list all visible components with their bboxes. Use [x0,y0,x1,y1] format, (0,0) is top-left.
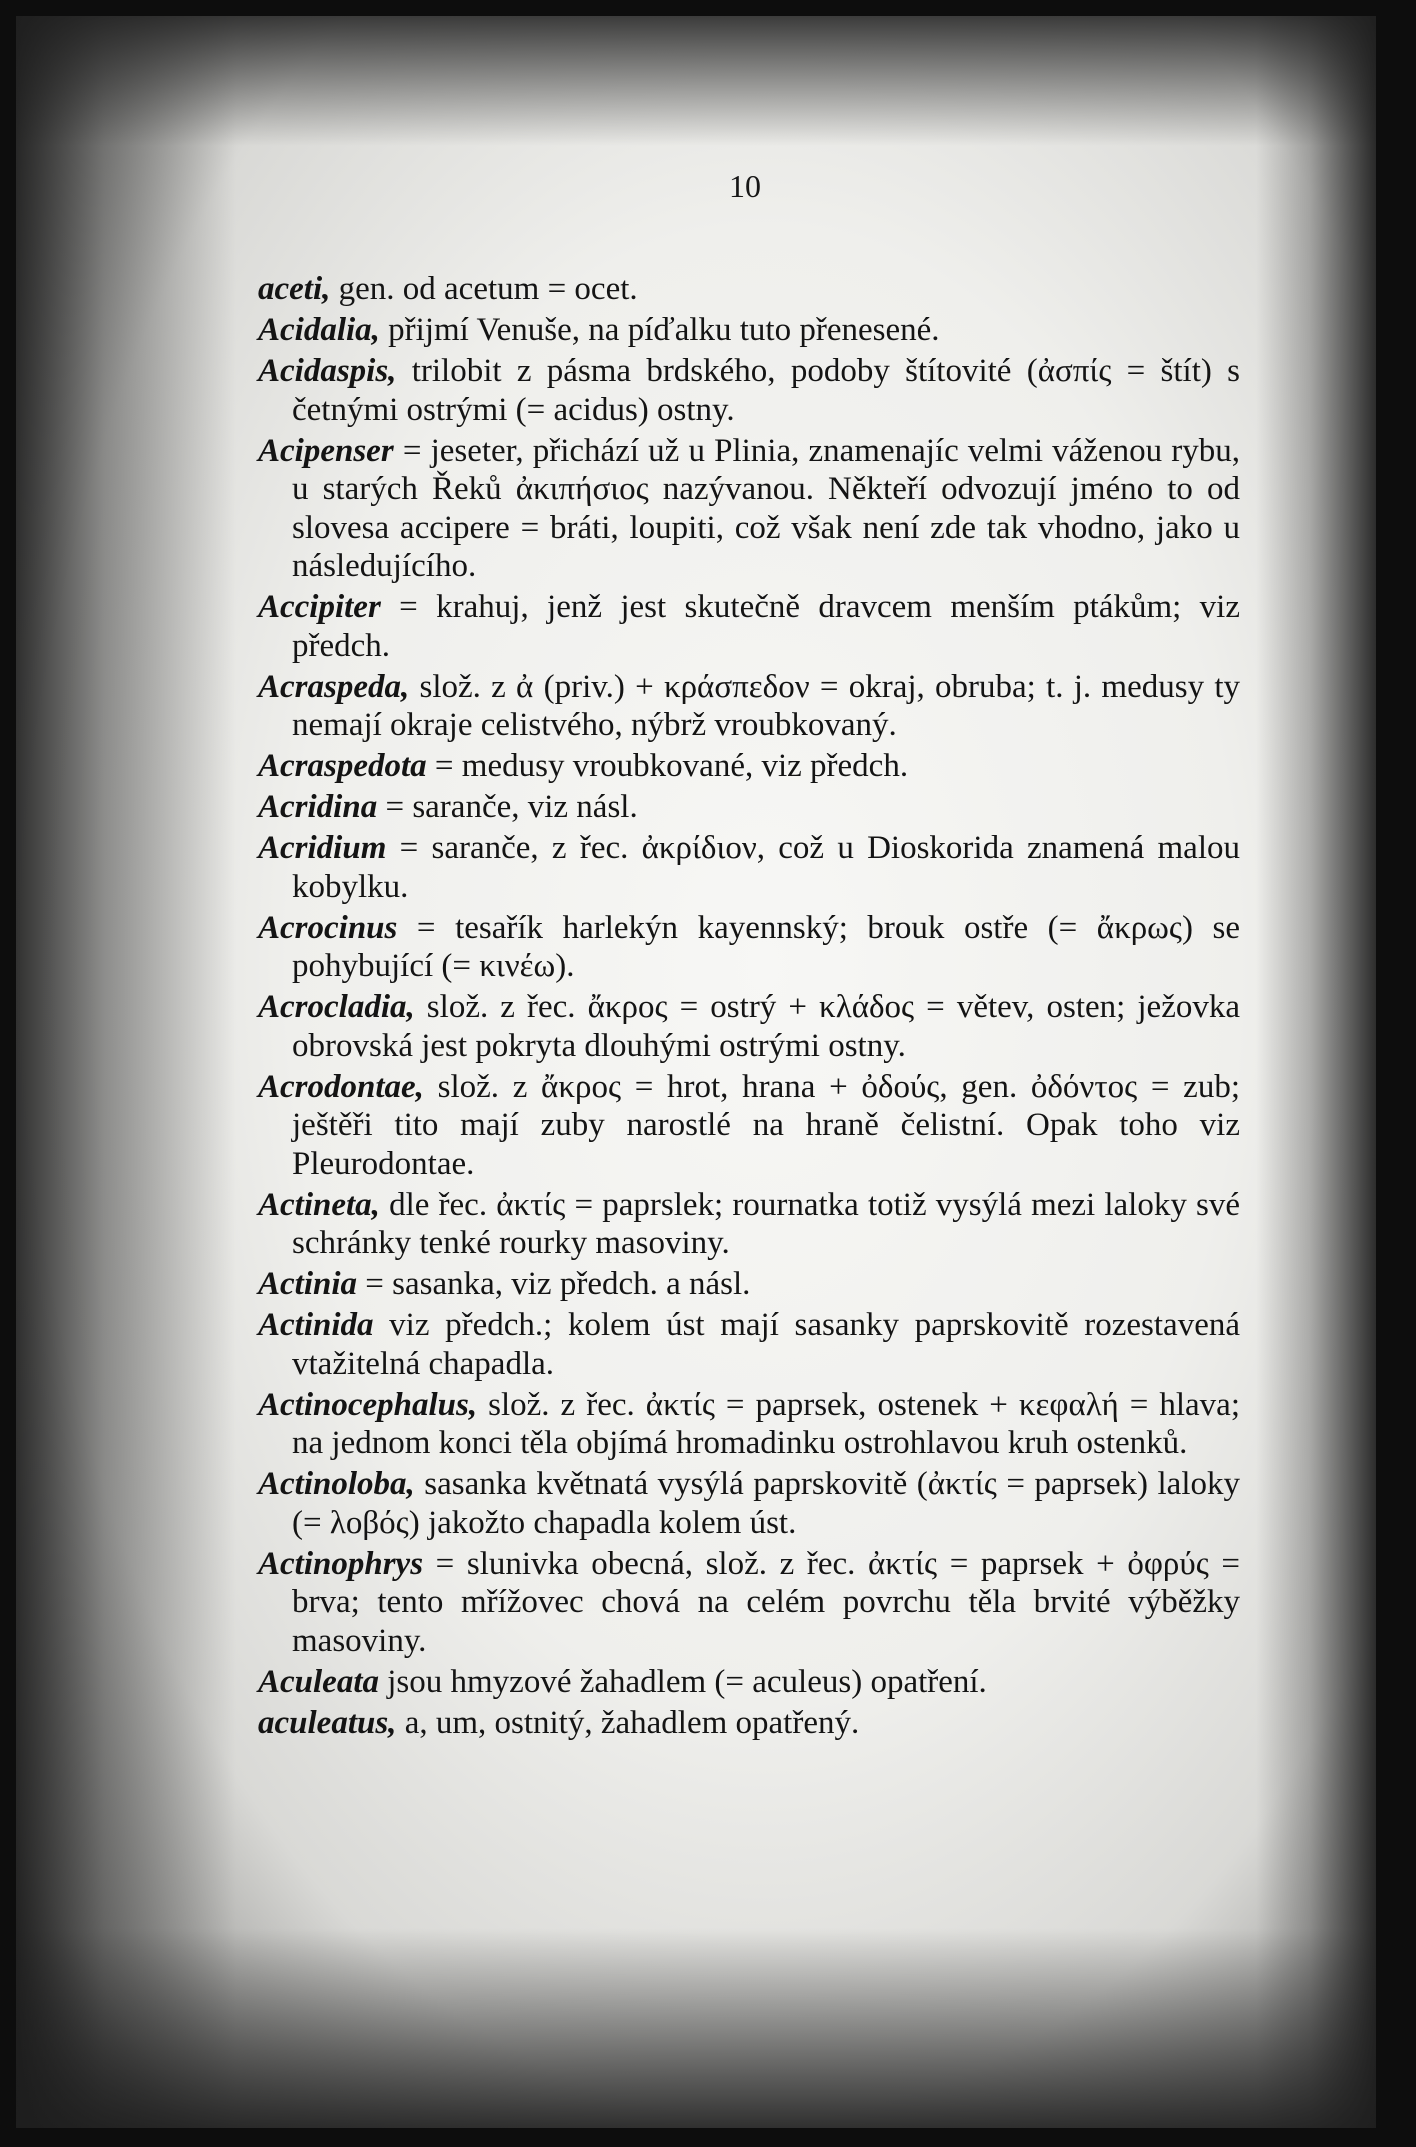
entry-text: slož. z řec. ἀκτίς = paprsek, ostenek + κεφαλή = hlava; na jednom konci těla objímá hromadinku ostrohlavou kruh ostenků. [292,1386,1240,1461]
dictionary-entry [258,1545,1240,1661]
entry-term: Acraspeda, [258,668,410,705]
entry-term: Acridina [258,789,378,825]
entry-text: = saranče, z řec. ἀκρίδιον, což u Dioskorida znamená malou kobylku. [292,830,1240,905]
entry-term: Acrodontae, [258,1068,424,1105]
dictionary-entry [258,1068,1240,1184]
entry-text: = saranče, viz násl. [377,789,638,825]
entry-term: Acrocladia, [258,989,415,1025]
dictionary-entry [258,1465,1240,1542]
entry-text: gen. od acetum = ocet. [330,271,638,307]
entry-term: Acrocinus [258,909,398,946]
dictionary-entry [258,829,1240,906]
dictionary-entry [258,352,1240,429]
page-shadow-bottom [16,1928,1376,2128]
entry-term: Acidaspis, [258,353,397,389]
entry-term: Actinida [258,1307,374,1343]
entry-text: jsou hmyzové žahadlem (= aculeus) opatření. [379,1663,987,1700]
entry-term: Actinia [258,1266,358,1302]
entry-text: slož. z řec. ἄκρος = ostrý + κλάδος = větev, osten; ježovka obrovská jest pokryta dlouhými ostrými ostny. [292,989,1240,1064]
dictionary-entry [258,270,1240,309]
dictionary-entry [258,1306,1240,1383]
dictionary-entry [258,988,1240,1065]
entry-term: aceti, [258,271,331,307]
entry-text: = tesařík harlekýn kayennský; brouk ostře (= ἄκρως) se pohybující (= κινέω). [292,909,1240,984]
dictionary-entries [258,270,1240,1745]
entry-term: Acraspedota [258,748,427,784]
page-shadow-left [16,16,236,2128]
dictionary-entry [258,788,1240,827]
page-shadow-top [16,16,1376,146]
dictionary-entry [258,1386,1240,1463]
entry-text: slož. z ἀ (priv.) + κράσπεδον = okraj, obruba; t. j. medusy ty nemají okraje celistvého, nýbrž vroubkovaný. [292,668,1240,743]
entry-term: Acipenser [258,432,394,469]
entry-text: a, um, ostnitý, žahadlem opatřený. [396,1704,860,1741]
entry-text: = slunivka obecná, slož. z řec. ἀκτίς = paprsek + ὀφρύς = brva; tento mřížovec chová na celém povrchu těla brvité výběžky masoviny. [292,1545,1240,1659]
entry-term: Actinoloba, [258,1466,415,1502]
page-shadow-right [1256,16,1376,2128]
entry-text: = medusy vroubkované, viz předch. [426,748,909,784]
entry-text: dle řec. ἀκτίς = paprslek; rournatka totiž vysýlá mezi laloky své schránky tenké rourky masoviny. [292,1186,1240,1261]
entry-term: Actinophrys [258,1545,424,1582]
dictionary-entry [258,909,1240,986]
entry-text: viz předch.; kolem úst mají sasanky paprskovitě rozestavená vtažitelná chapadla. [292,1307,1240,1382]
dictionary-entry [258,1704,1240,1743]
dictionary-entry [258,1265,1240,1304]
entry-text: = krahuj, jenž jest skutečně dravcem menším ptákům; viz předch. [292,589,1240,664]
entry-text: přijmí Venuše, na píďalku tuto přenesené. [379,312,940,348]
entry-text: sasanka květnatá vysýlá paprskovitě (ἀκτίς = paprsek) laloky (= λοβός) jakožto chapadla kolem úst. [292,1466,1240,1541]
entry-text: slož. z ἄκρος = hrot, hrana + ὀδούς, gen. ὀδόντος = zub; ještěři tito mají zuby narostlé na hraně čelistní. Opak toho viz Pleurodontae. [292,1068,1240,1182]
entry-text: trilobit z pásma brdského, podoby štítovité (ἀσπίς = štít) s četnými ostrými (= acidus) ostny. [292,353,1240,428]
dictionary-entry [258,668,1240,745]
entry-term: aculeatus, [258,1704,397,1741]
entry-text: = jeseter, přichází už u Plinia, znamenajíc velmi váženou rybu, u starých Řeků ἀκιπήσιος nazývanou. Někteří odvozují jméno to od slovesa accipere = bráti, loupiti, což však není zde tak vhodno, jako u následujícího. [292,432,1240,584]
dictionary-entry [258,311,1240,350]
entry-term: Aculeata [258,1663,379,1700]
entry-text: = sasanka, viz předch. a násl. [357,1266,751,1302]
dictionary-entry [258,1663,1240,1702]
entry-term: Acidalia, [258,312,380,348]
entry-term: Acridium [258,830,387,866]
dictionary-entry [258,588,1240,665]
entry-term: Actineta, [258,1186,380,1223]
entry-term: Accipiter [258,589,381,625]
dictionary-entry [258,747,1240,786]
dictionary-entry [258,432,1240,586]
dictionary-entry [258,1186,1240,1263]
entry-term: Actinocephalus, [258,1386,478,1423]
page-number: 10 [729,168,761,204]
